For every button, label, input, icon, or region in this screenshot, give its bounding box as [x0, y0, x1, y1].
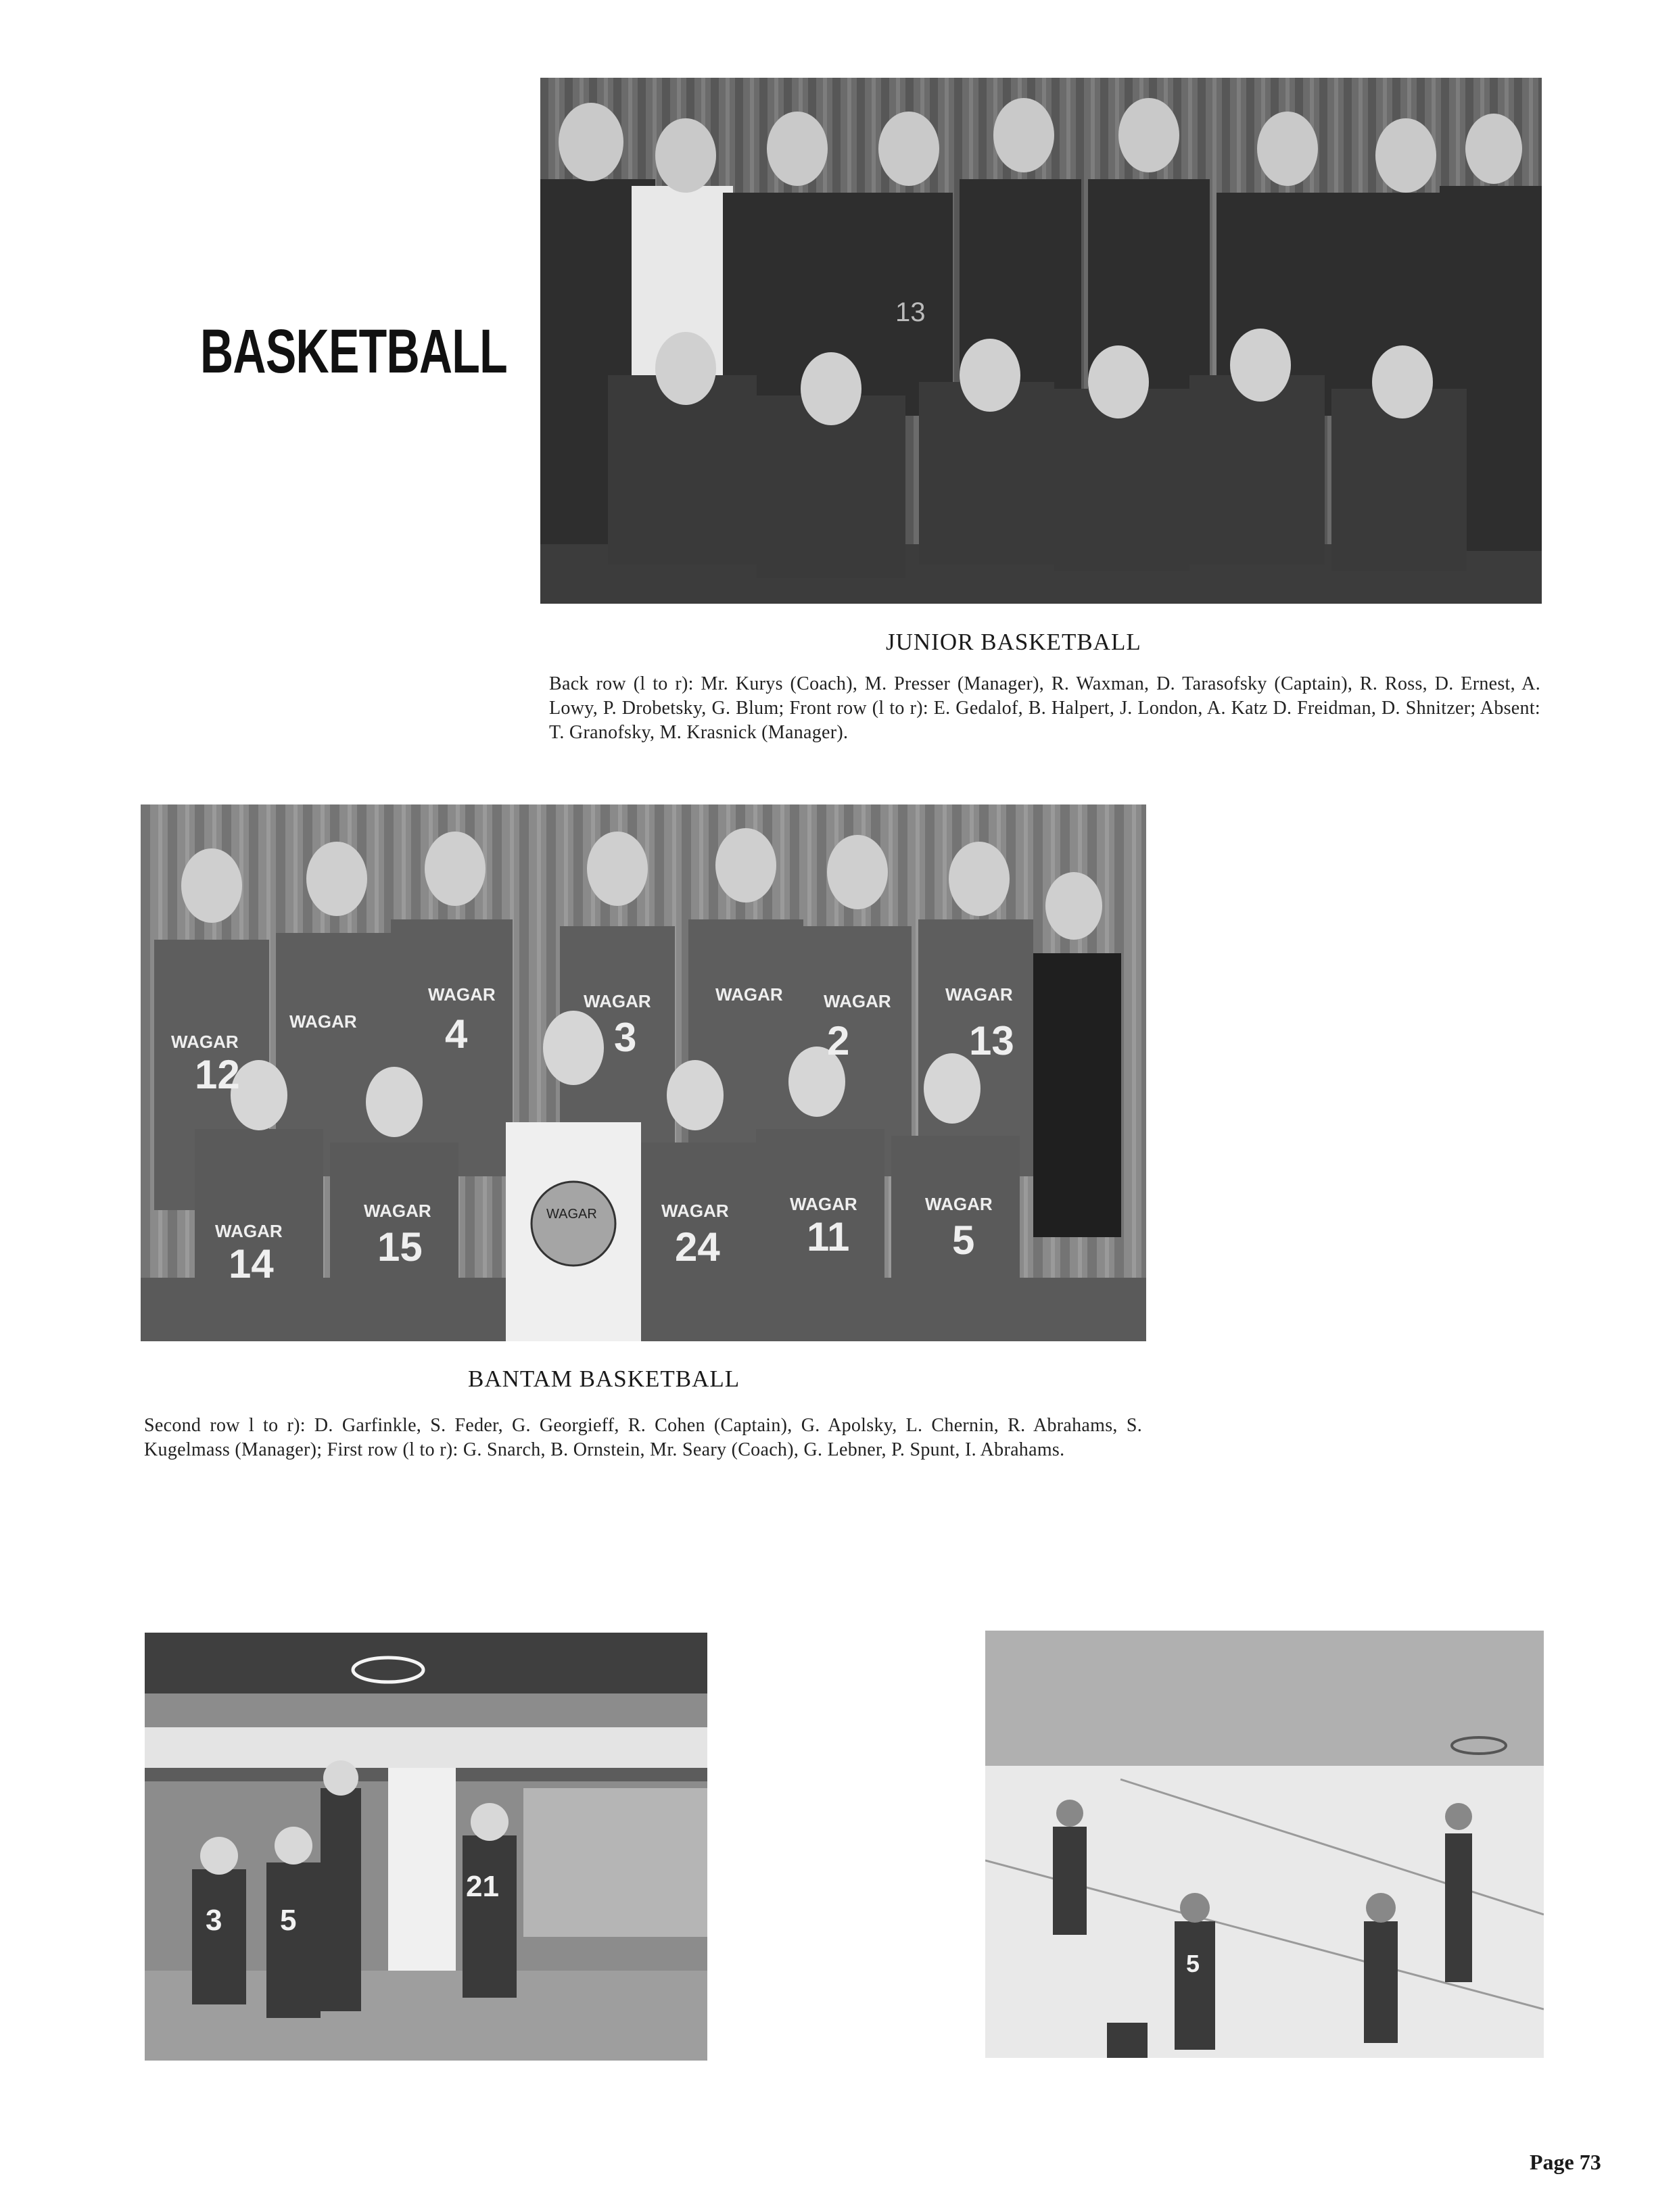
jersey-number: 12 — [195, 1052, 240, 1097]
jersey-word: WAGAR — [790, 1194, 857, 1214]
section-heading: BASKETBALL — [200, 317, 508, 386]
junior-jersey-number: 13 — [895, 297, 926, 327]
jersey-number: 3 — [206, 1904, 222, 1937]
jersey-word: WAGAR — [428, 984, 496, 1005]
jersey-word: WAGAR — [215, 1221, 283, 1241]
jersey-word: WAGAR — [925, 1194, 993, 1214]
bantam-caption-text: Second row l to r): D. Garfinkle, S. Feder, G. Georgieff, R. Cohen (Captain), G. Apolsky, L. Chernin, R. Abrahams, S. Kugelmass (Manager); First row (l to r): G. Snarch, B. Ornstein, Mr. Seary (Coach), G. Lebner, P. Spunt, I. Abrahams. — [144, 1415, 1142, 1460]
page-number: Page 73 — [1530, 2150, 1601, 2174]
jersey-number: 11 — [807, 1214, 850, 1259]
jersey-word: WAGAR — [289, 1011, 357, 1032]
jersey-word: WAGAR — [824, 991, 891, 1011]
junior-caption-text: Back row (l to r): Mr. Kurys (Coach), M. Presser (Manager), R. Waxman, D. Tarasofsky (Captain), R. Ross, D. Ernest, A. Lowy, P. Drobetsky, G. Blum; Front row (l to r): E. Gedalof, B. Halpert, J. London, A. Katz D. Freidman, D. Shnitzer; Absent: T. Granofsky, M. Krasnick (Manager). — [549, 673, 1540, 743]
game-action-photo-right — [985, 1631, 1544, 2058]
basketball-label: WAGAR — [546, 1207, 597, 1222]
jersey-word: WAGAR — [171, 1032, 239, 1052]
jersey-number: 5 — [1186, 1950, 1200, 1977]
bantam-caption-title: BANTAM BASKETBALL — [468, 1366, 740, 1392]
jersey-number: 21 — [466, 1870, 499, 1903]
jersey-number: 5 — [280, 1904, 297, 1937]
jersey-word: WAGAR — [661, 1201, 729, 1221]
jersey-number: 4 — [445, 1011, 468, 1057]
bantam-team-photo — [141, 804, 1146, 1341]
junior-team-photo — [540, 78, 1542, 604]
jersey-word: WAGAR — [364, 1201, 431, 1221]
junior-caption-title: JUNIOR BASKETBALL — [886, 629, 1141, 655]
jersey-word: WAGAR — [584, 991, 651, 1011]
jersey-number: 2 — [827, 1018, 850, 1063]
game-action-photo-left — [145, 1633, 707, 2061]
jersey-number: 15 — [377, 1224, 423, 1270]
jersey-number: 3 — [614, 1015, 637, 1060]
jersey-number: 5 — [952, 1218, 975, 1263]
jersey-number: 13 — [969, 1018, 1014, 1063]
jersey-word: WAGAR — [715, 984, 783, 1005]
jersey-number: 14 — [229, 1241, 274, 1287]
jersey-word: WAGAR — [945, 984, 1013, 1005]
jersey-number: 24 — [675, 1224, 720, 1270]
